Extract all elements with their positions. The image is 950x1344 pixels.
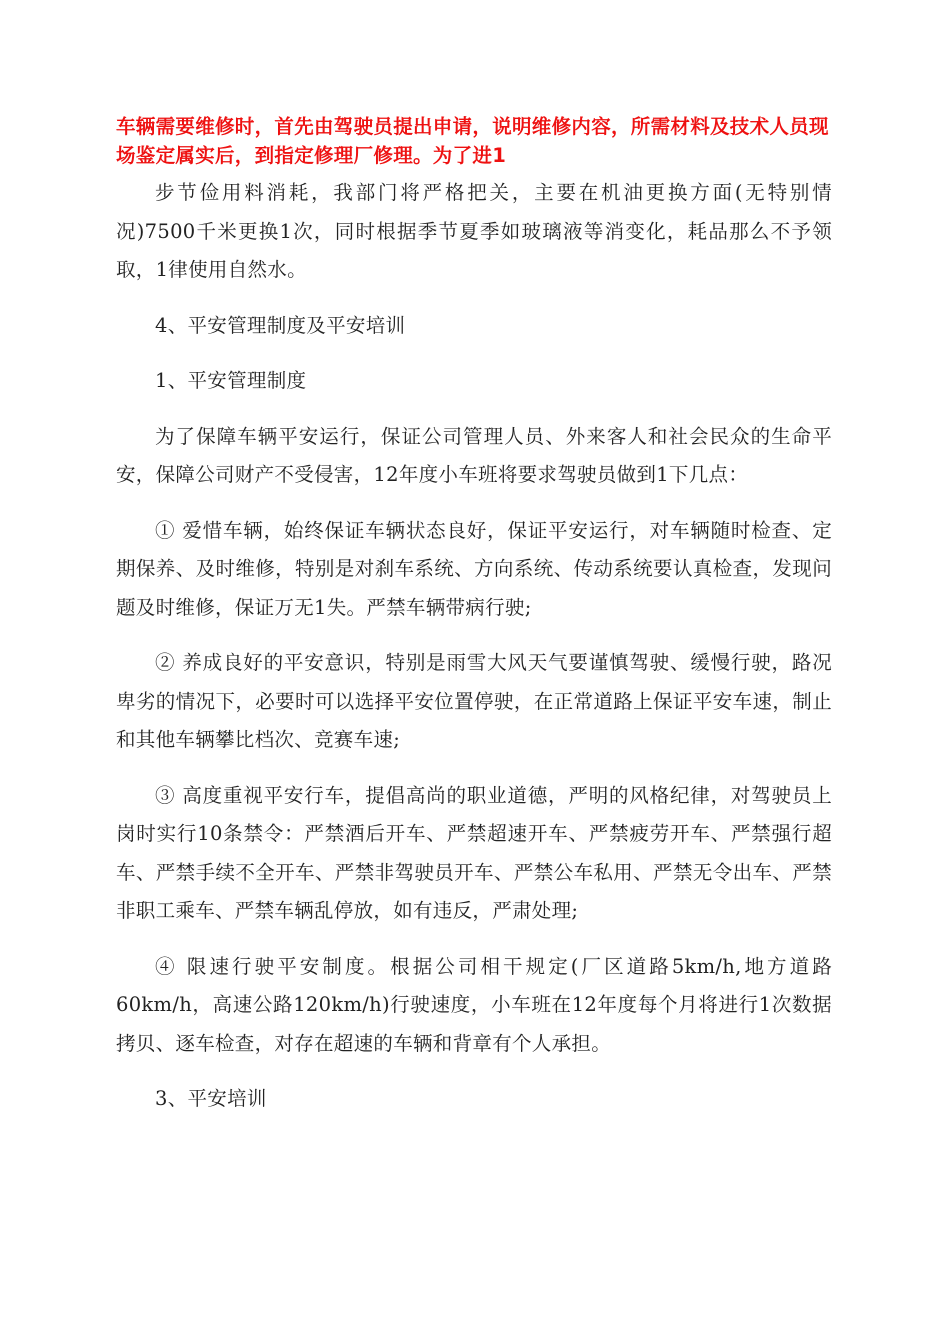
document-page	[116, 112, 832, 1136]
paragraph-item-4: ④ 限速行驶平安制度。根据公司相干规定(厂区道路5km/h,地方道路60km/h，高速公路120km/h)行驶速度，小车班在12年度每个月将进行1次数据拷贝、逐车检查，对存在超速的车辆和背章有个人承担。	[116, 954, 832, 1055]
paragraph-item-3: ③ 高度重视平安行车，提倡高尚的职业道德，严明的风格纪律，对驾驶员上岗时实行10条禁令：严禁酒后开车、严禁超速开车、严禁疲劳开车、严禁强行超车、严禁手续不全开车、严禁非驾驶员开车、严禁公车私用、严禁无令出车、严禁非职工乘车、严禁车辆乱停放，如有违反，严肃处理;	[116, 783, 832, 922]
section-heading-safety: 4、平安管理制度及平安培训	[155, 313, 406, 337]
paragraph-intro: 为了保障车辆平安运行，保证公司管理人员、外来客人和社会民众的生命平安，保障公司财产不受侵害，12年度小车班将要求驾驶员做到1下几点：	[116, 424, 832, 486]
paragraph-item-2: ② 养成良好的平安意识，特别是雨雪大风天气要谨慎驾驶、缓慢行驶，路况卑劣的情况下，必要时可以选择平安位置停驶，在正常道路上保证平安车速，制止和其他车辆攀比档次、竞赛车速;	[116, 651, 832, 751]
subsection-heading-safety-rules: 1、平安管理制度	[155, 369, 307, 392]
paragraph-item-1: ① 爱惜车辆，始终保证车辆状态良好，保证平安运行，对车辆随时检查、定期保养、及时维修，特别是对刹车系统、方向系统、传动系统要认真检查，发现问题及时维修，保证万无1失。严禁车辆带病行驶;	[116, 518, 832, 619]
subsection-heading-training: 3、平安培训	[155, 1087, 267, 1110]
highlighted-text: 车辆需要维修时，首先由驾驶员提出申请，说明维修内容，所需材料及技术人员现场鉴定属实后，到指定修理厂修理。为了进1	[116, 115, 829, 167]
paragraph-material-saving: 步节俭用料消耗，我部门将严格把关，主要在机油更换方面(无特别情况)7500千米更换1次，同时根据季节夏季如玻璃液等消变化，耗品那么不予领取，1律使用自然水。	[116, 181, 832, 281]
